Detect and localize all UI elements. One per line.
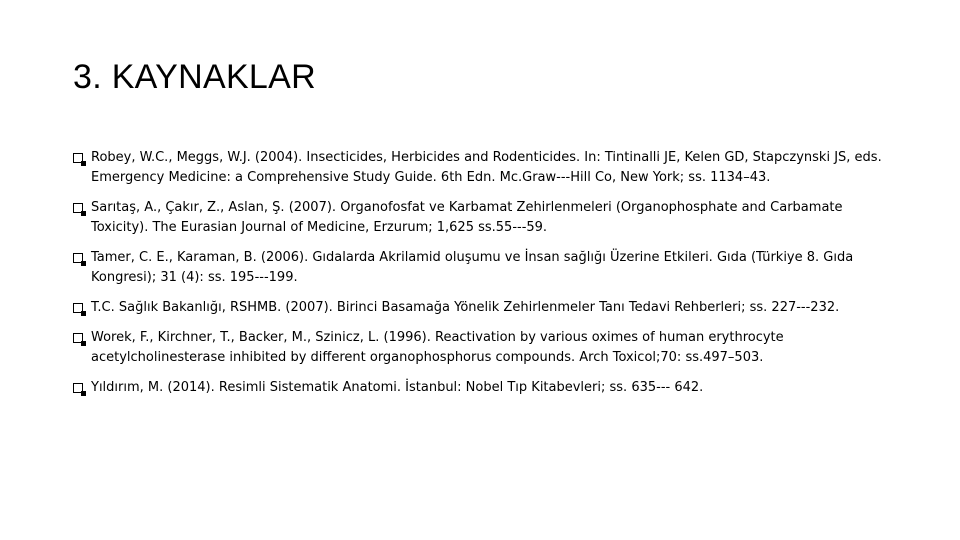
square-bullet-icon bbox=[73, 303, 83, 313]
reference-item bbox=[73, 198, 885, 238]
reference-list bbox=[73, 148, 885, 408]
square-bullet-icon bbox=[73, 333, 83, 343]
reference-item bbox=[73, 248, 885, 288]
square-bullet-icon bbox=[73, 153, 83, 163]
slide-title: 3. KAYNAKLAR bbox=[73, 58, 316, 96]
reference-text: Tamer, C. E., Karaman, B. (2006). Gıdalarda Akrilamid oluşumu ve İnsan sağlığı Üzerine Etkileri. Gıda (Türkiye 8. Gıda Kongresi); 31 (4): ss. 195---199. bbox=[91, 250, 854, 285]
reference-item bbox=[73, 148, 885, 188]
square-bullet-icon bbox=[73, 203, 83, 213]
reference-text: Sarıtaş, A., Çakır, Z., Aslan, Ş. (2007). Organofosfat ve Karbamat Zehirlenmeleri (Organophosphate and Carbamate Toxicity). The Eurasian Journal of Medicine, Erzurum; 1,625 ss.55---59. bbox=[91, 200, 843, 235]
reference-text: Yıldırım, M. (2014). Resimli Sistematik Anatomi. İstanbul: Nobel Tıp Kitabevleri; ss. 635--- 642. bbox=[91, 380, 704, 395]
square-bullet-icon bbox=[73, 383, 83, 393]
reference-item bbox=[73, 298, 885, 318]
reference-item bbox=[73, 328, 885, 368]
square-bullet-icon bbox=[73, 253, 83, 263]
reference-text: T.C. Sağlık Bakanlığı, RSHMB. (2007). Birinci Basamağa Yönelik Zehirlenmeler Tanı Tedavi Rehberleri; ss. 227---232. bbox=[91, 300, 840, 315]
reference-item bbox=[73, 378, 885, 398]
reference-text: Robey, W.C., Meggs, W.J. (2004). Insecticides, Herbicides and Rodenticides. In: Tintinalli JE, Kelen GD, Stapczynski JS, eds. Emergency Medicine: a Comprehensive Study Guide. 6th Edn. Mc.Graw---Hill Co, New York; ss. 1134–43. bbox=[91, 150, 882, 185]
reference-text: Worek, F., Kirchner, T., Backer, M., Szinicz, L. (1996). Reactivation by various oximes of human erythrocyte acetylcholinesterase inhibited by different organophosphorus compounds. Arch Toxicol;70: ss.497–503. bbox=[91, 330, 784, 365]
